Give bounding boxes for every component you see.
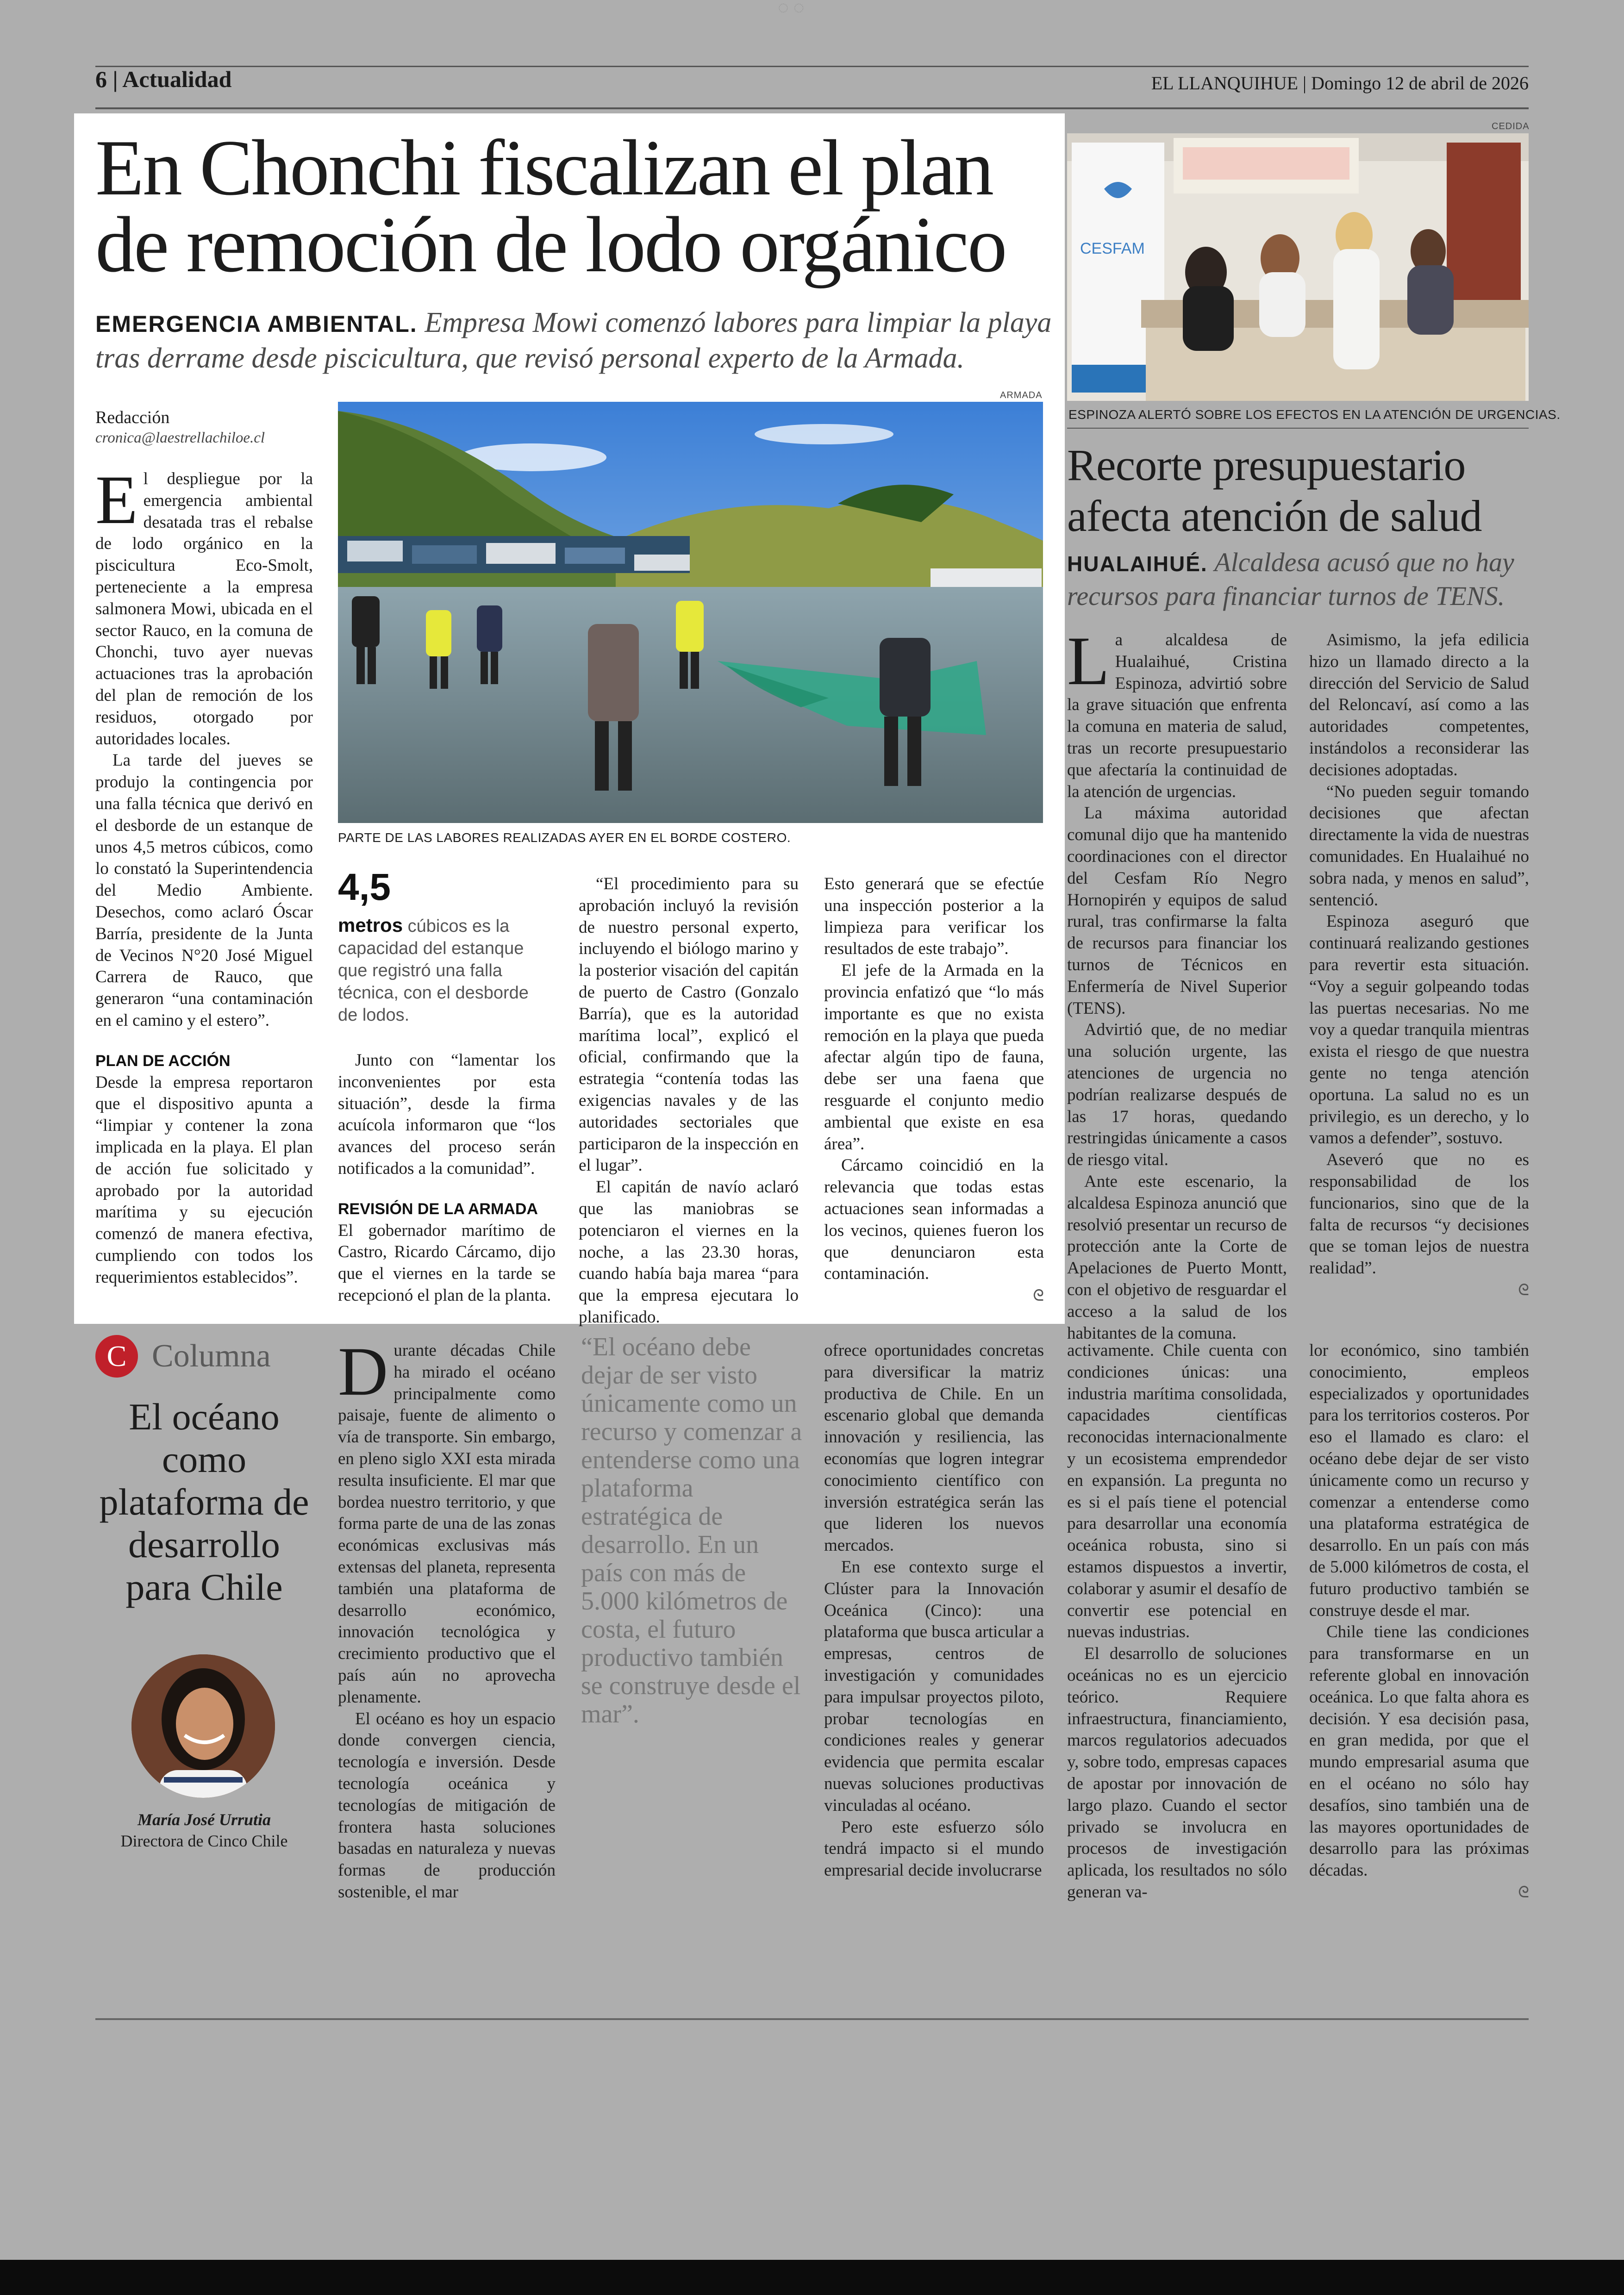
main-paragraph: “El procedimiento para su aprobación incluyó la revisión de nuestro personal experto, incluyendo el biólogo marino y la posterior visación del capitán de puerto de Castro (Gonzalo Barría), que es la autoridad marítima local”, explicó el oficial, confirmando que la estrategia “contenía todas las exigencias navales y de las autoridades sectoriales que participaron de la inspección en el lugar”.	[579, 874, 799, 1175]
main-paragraph: l despliegue por la emergencia ambiental desatada tras el rebalse de lodo orgánico en la piscicultura Eco-Smolt, perteneciente a la empresa salmonera Mowi, ubicada en el sector Rauco, en la comuna de Chonchi, tuvo ayer nuevas actuaciones tras la aprobación del plan de remoción de los residuos, otorgado por autoridades locales.	[95, 469, 313, 748]
end-mark-icon: ᘓ	[1518, 1883, 1529, 1901]
page-section: 6 | Actualidad	[95, 66, 232, 92]
end-mark-icon: ᘓ	[1518, 1281, 1529, 1299]
main-subhead-plan: PLAN DE ACCIÓN	[95, 1052, 231, 1070]
column-title: El océano como plataforma de desarrollo para Chile	[99, 1396, 309, 1608]
main-photo-caption: PARTE DE LAS LABORES REALIZADAS AYER EN EL BORDE COSTERO.	[338, 830, 791, 845]
main-dropcap: E	[95, 461, 138, 538]
column-paragraph: ofrece oportunidades concretas para diversificar la matriz productiva de Chile. En un escenario global que demanda innovación y resiliencia, las economías que logren integrar conocimiento científico con inversión estratégica serán las que lideren los nuevos mercados.	[824, 1341, 1044, 1555]
byline: Redacción	[95, 408, 170, 427]
end-mark-icon: ᘓ	[1033, 1287, 1044, 1305]
main-photo	[338, 402, 1043, 823]
side-photo	[1067, 133, 1529, 401]
main-paragraph: La tarde del jueves se produjo la contingencia por una falla técnica que derivó en el desborde de un estanque de unos 4,5 metros cúbicos, como lo constató la Superintendencia del Medio Ambiente. Desechos, como aclaró Óscar Barría, presidente de la Junta de Vecinos N°20 José Miguel Carrera de Rauco, que generaron “una contaminación en el camino y el estero”.	[95, 751, 313, 1030]
column-paragraph: Pero este esfuerzo sólo tendrá impacto si el mundo empresarial decide involucrarse	[824, 1817, 1044, 1880]
column-text-4	[1309, 1340, 1529, 1904]
column-text-3	[1067, 1340, 1287, 1903]
column-paragraph: activamente. Chile cuenta con condiciones únicas: una industria marítima consolidada, capacidades científicas reconocidas internacionalmente y un ecosistema emprendedor en expansión. La pregunta no es si el país tiene el potencial para desarrollar una economía oceánica robusta, sino si estamos dispuestos a invertir, colaborar y asumir el desafío de convertir ese potencial en nuevas industrias.	[1067, 1341, 1287, 1642]
side-photo-credit: CEDIDA	[1492, 121, 1530, 131]
side-deck	[1067, 546, 1530, 612]
column-dropcap: D	[338, 1333, 388, 1410]
main-subhead-armada: REVISIÓN DE LA ARMADA	[338, 1200, 538, 1218]
paper-date: EL LLANQUIHUE | Domingo 12 de abril de 2026	[1151, 73, 1529, 94]
page-bottom-rule	[95, 2018, 1529, 2020]
side-column-2	[1309, 630, 1529, 1302]
main-paragraph: El gobernador marítimo de Castro, Ricardo Cárcamo, dijo que el viernes en la tarde se recepcionó el plan de la planta.	[338, 1221, 556, 1305]
side-kicker: HUALAIHUÉ.	[1067, 552, 1208, 576]
main-paragraph: Esto generará que se efectúe una inspección posterior a la limpieza para verificar los resultados de este trabajo”.	[824, 874, 1044, 959]
viewer-controls[interactable]: ◌ ◌	[778, 0, 805, 18]
main-column-2	[338, 1050, 556, 1307]
main-column-1	[95, 461, 313, 1288]
side-paragraph: Aseveró que no es responsabilidad de los funcionarios, sino que de la falta de recursos “y decisiones que se toman lejos de nuestra realidad”.	[1309, 1150, 1529, 1278]
main-paragraph: El jefe de la Armada en la provincia enfatizó que “lo más importante es que no exista remoción en la playa que pueda afectar algún tipo de fauna, debe ser una faena que resguarde el conjunto medio ambiental que existe en esa área”.	[824, 961, 1044, 1154]
side-paragraph: a alcaldesa de Hualaihué, Cristina Espinoza, advirtió sobre la grave situación que enfrenta la comuna en materia de salud, tras un recorte presupuestario que afectaría la continuidad de la atención de urgencias.	[1067, 630, 1287, 801]
column-badge: C	[95, 1335, 138, 1378]
side-paragraph: “No pueden seguir tomando decisiones que afectan directamente la vida de nuestras comunidades. En Hualaihué no sobra nada, y menos en salud”, sentenció.	[1309, 782, 1529, 910]
column-section-label: Columna	[152, 1338, 271, 1374]
side-dropcap: L	[1067, 623, 1110, 699]
header-top-rule	[95, 66, 1529, 67]
side-paragraph: Asimismo, la jefa edilicia hizo un llamado directo a la dirección del Servicio de Salud del Reloncaví, así como a las autoridades competentes, instándolos a reconsiderar las decisiones adoptadas.	[1309, 630, 1529, 780]
side-photo-caption: ESPINOZA ALERTÓ SOBRE LOS EFECTOS EN LA ATENCIÓN DE URGENCIAS.	[1068, 407, 1561, 422]
stat-unit: metros	[338, 914, 403, 936]
main-paragraph: Cárcamo coincidió en la relevancia que todas estas actuaciones sean informadas a los vecinos, quienes fueron los que denunciaron esta contaminación.	[824, 1156, 1044, 1284]
side-paragraph: Advirtió que, de no mediar una solución urgente, las atenciones de urgencia no podrían realizarse después de las 17 horas, quedando restringidas únicamente a casos de riesgo vital.	[1067, 1020, 1287, 1170]
main-column-4	[824, 873, 1044, 1307]
side-paragraph: La máxima autoridad comunal dijo que ha mantenido coordinaciones con el director del Cesfam Río Negro Hornopirén y equipos de salud rural, tras confirmarse la falta de recursos para financiar los turnos de Técnicos en Enfermería de Nivel Superior (TENS).	[1067, 804, 1287, 1018]
viewer-bottom-bar	[0, 2260, 1624, 2295]
column-paragraph: En ese contexto surge el Clúster para la Innovación Oceánica (Cinco): una plataforma que busca articular a empresas, centros de investigación y comunidades para impulsar proyectos piloto, probar tecnologías en condiciones reales y generar evidencia que permita escalar nuevas soluciones productivas vinculadas al océano.	[824, 1557, 1044, 1815]
side-paragraph: Espinoza aseguró que continuará realizando gestiones para revertir esta situación. “Voy a seguir golpeando todas las puertas necesarias. No me voy a quedar tranquila mientras exista el riesgo de que nuestra gente no tenga atención oportuna. La salud no es un privilegio, es un derecho, y lo vamos a defender”, sostuvo.	[1309, 912, 1529, 1148]
column-paragraph: El desarrollo de soluciones oceánicas no es un ejercicio teórico. Requiere infraestructura, financiamiento, marcos regulatorios adecuados y, sobre todo, empresas capaces de apostar por innovación de largo plazo. Cuando el sector privado se involucra en procesos de investigación aplicada, los resultados no sólo generan va-	[1067, 1644, 1287, 1902]
column-paragraph: Chile tiene las condiciones para transformarse en un referente global en innovación oceánica. Lo que falta ahora es decisión. Y esa decisión pasa, en gran medida, por que el mundo empresarial asuma que en el océano no sólo hay desafíos, sino también una de las mayores oportunidades de desarrollo para las próximas décadas.	[1309, 1622, 1529, 1880]
column-paragraph: lor económico, sino también conocimiento, empleos especializados y oportunidades para los territorios costeros. Por eso el llamado es claro: el océano debe dejar de ser visto únicamente como un recurso y comenzar a entenderse como una plataforma estratégica de desarrollo. En un país con más de 5.000 kilómetros de costa, el futuro productivo también se construye desde el mar.	[1309, 1341, 1529, 1620]
main-headline: En Chonchi fiscalizan el plan de remoción de lodo orgánico	[95, 124, 1006, 289]
author-name: María José Urrutia	[137, 1810, 271, 1829]
header-bottom-rule	[95, 107, 1529, 109]
cesfam-sign: CESFAM	[1080, 240, 1145, 257]
side-headline: Recorte presupuestario afecta atención de salud	[1067, 440, 1482, 541]
stat-number: 4,5	[338, 866, 391, 908]
side-paragraph: Ante este escenario, la alcaldesa Espinoza anunció que resolvió presentar un recurso de protección ante la Corte de Apelaciones de Puerto Montt, con el objetivo de resguardar el acceso a la salud de los habitantes de la comuna.	[1067, 1172, 1287, 1343]
author-role: Directora de Cinco Chile	[120, 1832, 288, 1850]
column-paragraph: El océano es hoy un espacio donde convergen ciencia, tecnología e inversión. Desde tecnología oceánica y tecnologías de mitigación de frontera hasta soluciones basadas en naturaleza y nuevas formas de producción sostenible, el mar	[338, 1709, 556, 1902]
side-deck-text: Alcaldesa acusó que no hay recursos para financiar turnos de TENS.	[1067, 547, 1514, 611]
pull-quote: “El océano debe dejar de ser visto únicamente como un recurso y comenzar a entenderse como una plataforma estratégica de desarrollo. En un país con más de 5.000 kilómetros de costa, el futuro productivo también se construye desde el mar”.	[581, 1333, 802, 1728]
stat-text: cúbicos es la capacidad del estanque que registró una falla técnica, con el desborde de lodos.	[338, 917, 529, 1025]
main-deck	[95, 306, 1054, 375]
main-photo-credit: ARMADA	[1000, 390, 1043, 400]
main-kicker: EMERGENCIA AMBIENTAL.	[95, 311, 418, 337]
column-text-2	[824, 1340, 1044, 1882]
main-paragraph: El capitán de navío aclaró que las maniobras se potenciaron el viernes en la noche, a las 23.30 horas, cuando había baja marea “para que la empresa ejecutara lo planificado.	[579, 1178, 799, 1327]
main-paragraph: Desde la empresa reportaron que el dispositivo apunta a “limpiar y contener la zona implicada en la playa. El plan de acción fue solicitado y aprobado por la autoridad marítima y su ejecución comenzó de manera efectiva, cumpliendo con todos los requerimientos establecidos”.	[95, 1073, 313, 1287]
main-deck-text: Empresa Mowi comenzó labores para limpiar la playa tras derrame desde piscicultura, que revisó personal experto de la Armada.	[95, 307, 1052, 374]
side-rule	[1067, 428, 1529, 429]
author-photo	[131, 1654, 275, 1798]
main-paragraph: Junto con “lamentar los inconvenientes por esta situación”, desde la firma acuícola informaron que “los avances del proceso serán notificados a la comunidad”.	[338, 1051, 556, 1178]
byline-email[interactable]: cronica@laestrellachiloe.cl	[95, 430, 265, 446]
stat-callout	[338, 914, 537, 1026]
column-paragraph: urante décadas Chile ha mirado el océano principalmente como paisaje, fuente de alimento o vía de transporte. Sin embargo, en pleno siglo XXI esta mirada resulta insuficiente. El mar que bordea nuestro territorio, y que forma parte de una de las zonas económicas exclusivas más extensas del planeta, representa también una plataforma de desarrollo económico, innovación tecnológica y crecimiento productivo que el país aún no aprovecha plenamente.	[338, 1341, 556, 1707]
main-column-3	[579, 873, 799, 1328]
column-text-1	[338, 1333, 556, 1903]
side-column-1	[1067, 623, 1287, 1344]
